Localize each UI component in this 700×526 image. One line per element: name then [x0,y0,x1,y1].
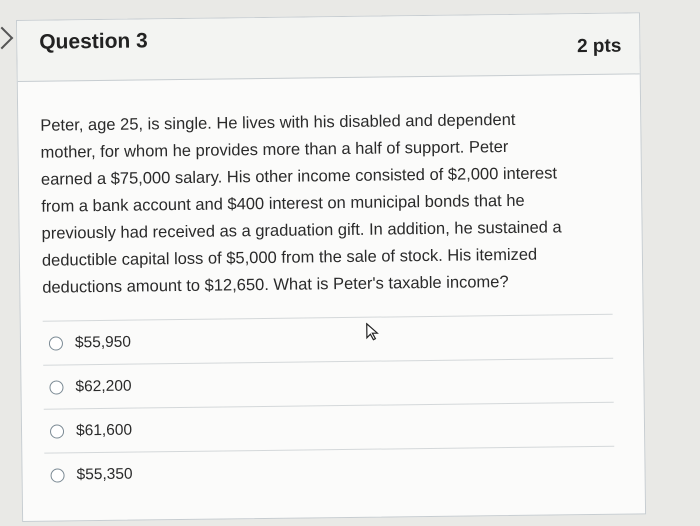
question-points: 2 pts [576,35,622,58]
radio-button[interactable] [49,336,63,350]
question-title: Question 3 [39,29,148,54]
question-text-line: previously had received as a graduation gift. In addition, he sustained a [41,218,562,243]
answer-option-3[interactable] [44,402,614,453]
answer-option-4[interactable] [44,446,614,497]
question-text [40,106,622,302]
answer-label[interactable]: $62,200 [75,377,132,395]
question-text-line: mother, for whom he provides more than a half of support. Peter [40,137,509,162]
answer-label[interactable]: $55,350 [76,465,133,483]
question-text-line: deductions amount to $12,650. What is Peter's taxable income? [42,273,509,297]
radio-button[interactable] [50,424,64,438]
question-card [16,12,646,522]
answer-option-1[interactable] [43,314,613,365]
answer-label[interactable]: $61,600 [75,421,133,439]
chevron-right-icon[interactable] [0,27,13,50]
radio-button[interactable] [49,380,63,394]
question-text-line: Peter, age 25, is single. He lives with his disabled and dependent [40,110,516,135]
answer-option-2[interactable] [43,358,613,409]
question-header [17,13,640,82]
radio-button[interactable] [50,468,64,482]
question-text-line: earned a $75,000 salary. His other income consisted of $2,000 interest [40,164,558,189]
mouse-pointer-icon [366,323,380,341]
answer-label[interactable]: $55,950 [74,333,132,351]
question-text-line: deductible capital loss of $5,000 from the sale of stock. His itemized [41,245,538,270]
answer-list [43,314,615,497]
question-text-line: from a bank account and $400 interest on municipal bonds that he [41,191,525,216]
